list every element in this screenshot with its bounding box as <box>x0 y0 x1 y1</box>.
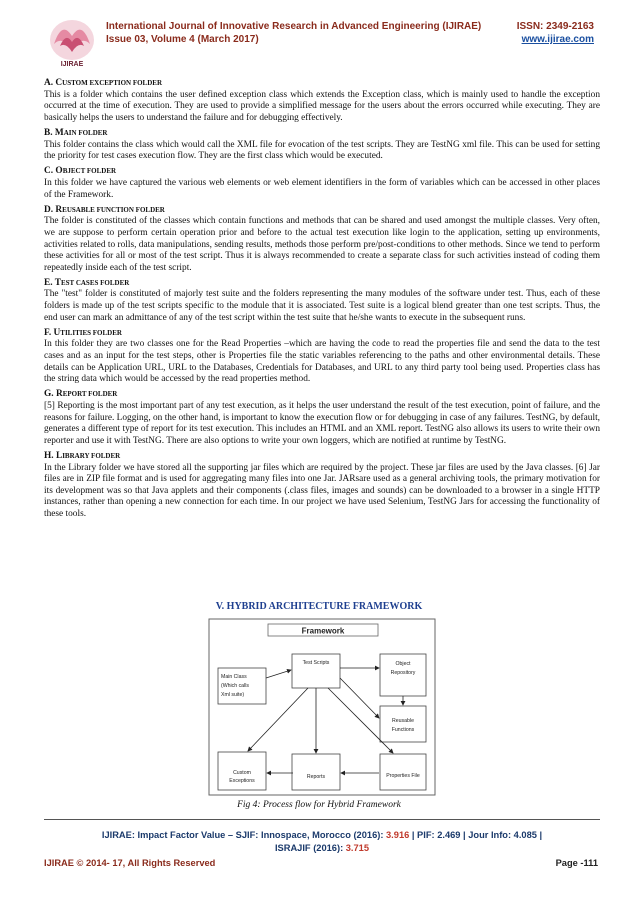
section-heading: B. MAIN FOLDER <box>44 127 108 138</box>
section-heading: G. REPORT FOLDER <box>44 389 118 400</box>
journal-name: International Journal of Innovative Research in Advanced Engineering (IJIRAE) <box>106 21 482 32</box>
section-library <box>44 451 600 521</box>
article-body <box>44 78 600 524</box>
journal-issue: Issue 03, Volume 4 (March 2017) <box>106 34 259 45</box>
figure-caption: Fig 4: Process flow for Hybrid Framework <box>237 800 401 810</box>
section-heading: F. UTILITIES FOLDER <box>44 327 122 338</box>
section-utilities <box>44 328 600 386</box>
section-text: [5] Reporting is the most important part of any test execution, as it helps the user understand the result of the test execution, point of failure, and the reasons for failure. Logging, on the other hand, is important to know the execution flow or for debugging in case of any failures. TestNG, by default, generates a different type of report for its test execution. This includes an HTML and an XML report. TestNG also allows its users to write their own reporter and use it with TestNG. There are also options to write your own loggers, which are notified at runtime by TestNG. <box>44 401 600 446</box>
reports-box <box>292 754 340 790</box>
copyright: IJIRAE © 2014- 17, All Rights Reserved <box>44 858 216 868</box>
section-heading: C. OBJECT FOLDER <box>44 166 117 177</box>
section-text: In this folder we have captured the various web elements or web element identifiers in the form of variables which can be accessed in other places of the Framework. <box>44 177 600 200</box>
section-text: In this folder they are two classes one for the Read Properties –which are having the code to read the properties file and send the data to the test cases and as an input for the test steps, other is Properties file the static variables referencing to the paths and other environmental details. These details can be Application URL, URL to the Databases, Credentials for Databases, and URL to any third party tool being used. Properties class has the string data which would be accessed by the read properties method. <box>44 339 600 385</box>
reports-label: Reports <box>306 774 326 780</box>
section-text: The "test" folder is constituted of majorly test suite and the folders representing the many modules of the software under test. Thus, each of these folders is made up of the test scripts specific to the module that it is associated. Test suite is a logical blend greater than one test scripts. Thus, the end user can mark an admittance of any of the test script within the test suite that he/she wants to execute in the subsequent runs. <box>44 289 600 323</box>
issn: ISSN: 2349-2163 <box>516 21 594 32</box>
journal-header <box>44 14 602 72</box>
object-repository-label-1: Object <box>395 661 411 667</box>
framework-title: Framework <box>301 626 345 636</box>
reusable-functions-box <box>380 706 426 742</box>
section-heading: D. REUSABLE FUNCTION FOLDER <box>44 204 165 215</box>
section-text: The folder is constituted of the classes which contain functions and methods that can be shared and used amongst the multiple classes. Very often, we are suppose to perform certain operation prior and before to the actual test execution like login to the application, setting up environments, activities related to rolls, data manipulations, sending results, methods those perform pre/post-conditions to other methods. Since we tend to perform these activities for all or most of the test script. Thus it is always recommended to create a separate class for such activities instead of coding them repeatedly inside each of the test script. <box>44 216 600 273</box>
section-text: This folder contains the class which would call the XML file for evocation of the test scripts. They are TestNG xml file. This can be used for setting the priority for test cases execution flow. They are the first class which would be executed. <box>44 139 600 162</box>
footer-impact-line: IJIRAE: Impact Factor Value – SJIF: Innospace, Morocco (2016): 3.916 | PIF: 2.469 | Jour Info: 4.085 | <box>101 830 543 840</box>
reusable-functions-label-2: Functions <box>391 727 415 733</box>
main-class-label-1: Main Class <box>221 674 247 680</box>
main-class-label-2: (Which calls <box>221 683 249 689</box>
object-repository-label-2: Repository <box>390 670 416 676</box>
diagram-svg <box>208 618 436 796</box>
journal-website-link[interactable]: www.ijirae.com <box>521 34 594 45</box>
reusable-functions-label-1: Reusable <box>392 718 414 724</box>
footer-divider <box>44 819 600 820</box>
svg-text:IJIRAE: IJIRAE <box>60 61 84 68</box>
section-report <box>44 389 600 447</box>
custom-exceptions-label-2: Exceptions <box>229 778 255 784</box>
footer-metrics <box>44 829 600 854</box>
section-main-folder <box>44 128 600 163</box>
section-object-folder <box>44 166 600 201</box>
footer-israjif-line: ISRAJIF (2016): 3.715 <box>274 842 370 853</box>
test-scripts-label: Test Scripts <box>302 660 330 666</box>
journal-meta <box>517 20 594 46</box>
section-custom-exception <box>44 78 600 124</box>
section-reusable-function <box>44 205 600 275</box>
section-test-cases <box>44 278 600 324</box>
figure-section-heading: V. HYBRID ARCHITECTURE FRAMEWORK <box>215 601 423 612</box>
section-heading: E. TEST CASES FOLDER <box>44 277 130 288</box>
journal-title-block <box>106 20 481 46</box>
page-number: Page -111 <box>555 858 598 868</box>
section-text: In the Library folder we have stored all the supporting jar files which are required by the project. These jar files are used by the Java classes. [6] Jar files are in ZIP file format and is used for aggregating many files into one Jar. JARsare used as a general archiving tools, the primary motivation for its development was so that Java applets and their components (.class files, images and sounds) can be downloaded to a browser in a single HTTP instances, rather than opening a new connection for each time. In our project we have used Selenium, TestNG Jars for accessing the functionality of these tools. <box>44 462 600 519</box>
properties-file-box <box>380 754 426 790</box>
ijirae-logo <box>44 14 100 70</box>
hybrid-framework-diagram <box>208 618 436 796</box>
main-class-label-3: Xml suite) <box>221 692 245 698</box>
custom-exceptions-label-1: Custom <box>233 770 251 776</box>
section-heading: H. LIBRARY FOLDER <box>44 450 121 461</box>
section-heading: A. CUSTOM EXCEPTION FOLDER <box>44 78 163 88</box>
section-text: This is a folder which contains the user defined exception class which extends the Exception class, which is mainly used to handle the exception occurred at the time of execution. They are used to provide a simplified message for the users about the errors occurred while executing. They are basically helps the users to understand the failure and for debugging effectively. <box>44 89 600 123</box>
properties-file-label: Properties File <box>386 773 420 779</box>
